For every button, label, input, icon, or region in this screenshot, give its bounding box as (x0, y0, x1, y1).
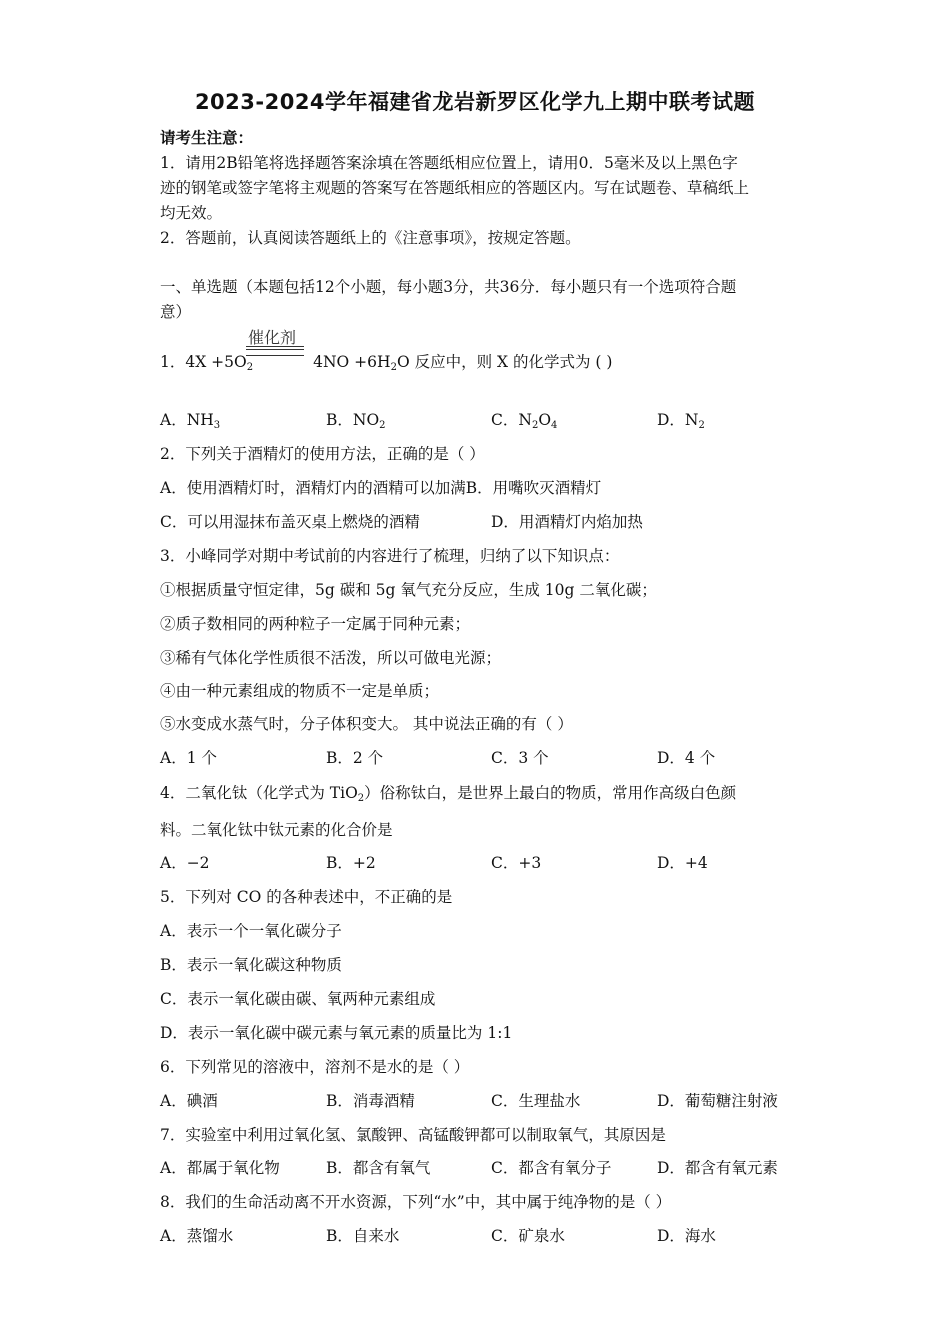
q8-option-d: D．海水 (657, 1227, 716, 1245)
q2-option-d: D．用酒精灯内焰加热 (491, 513, 643, 531)
q5-option-b: B．表示一氧化碳这种物质 (160, 956, 342, 974)
q6-option-d: D．葡萄糖注射液 (657, 1092, 778, 1110)
q8-option-b: B．自来水 (326, 1227, 400, 1245)
question-6-stem: 6．下列常见的溶液中，溶剂不是水的是（ ） (160, 1058, 470, 1076)
q5-option-c: C．表示一氧化碳由碳、氧两种元素组成 (160, 990, 436, 1008)
q3-statement-2: ②质子数相同的两种粒子一定属于同种元素； (160, 615, 471, 633)
q3-option-d: D．4 个 (657, 749, 716, 767)
q3-statement-5: ⑤水变成水蒸气时，分子体积变大。 其中说法正确的有（ ） (160, 715, 573, 733)
q1-option-c: C．$N_2O_4$ (491, 411, 558, 431)
q4-option-c: C．+3 (491, 854, 542, 872)
q3-option-c: C．3 个 (491, 749, 549, 767)
q6-option-a: A．碘酒 (160, 1092, 218, 1110)
notice-line-4: 2．答题前，认真阅读答题纸上的《注意事项》，按规定答题。 (160, 229, 581, 247)
q3-option-b: B．2 个 (326, 749, 384, 767)
question-1-stem: 1．$4X +5O_2$ $4NO +6H_2O$ 反应中，则 X 的化学式为 ( ) (160, 353, 613, 373)
notice-line-3: 均无效。 (160, 204, 223, 222)
question-4-stem-2: 料。二氧化钛中钛元素的化合价是 (160, 821, 393, 839)
notice-heading: 请考生注意： (160, 128, 254, 147)
notice-line-1: 1．请用2B铅笔将选择题答案涂填在答题纸相应位置上，请用0．5毫米及以上黑色字 (160, 154, 738, 172)
question-8-stem: 8．我们的生命活动离不开水资源，下列“水”中，其中属于纯净物的是（ ） (160, 1193, 672, 1211)
q7-option-c: C．都含有氧分子 (491, 1159, 612, 1177)
q1-option-b: B．$NO_2$ (326, 411, 386, 431)
q7-option-b: B．都含有氧气 (326, 1159, 431, 1177)
q3-statement-4: ④由一种元素组成的物质不一定是单质； (160, 682, 440, 700)
question-4-stem: 4．二氧化钛（化学式为 TiO$_2$）俗称钛白，是世界上最白的物质，常用作高级白色颜 (160, 784, 737, 804)
q3-statement-3: ③稀有气体化学性质很不活泼，所以可做电光源； (160, 649, 502, 667)
q2-option-c: C．可以用湿抹布盖灭桌上燃烧的酒精 (160, 513, 420, 531)
page-title: 2023-2024学年福建省龙岩新罗区化学九上期中联考试题 (194, 90, 756, 114)
reaction-arrow (246, 346, 304, 347)
q4-option-b: B．+2 (326, 854, 376, 872)
question-3-stem: 3．小峰同学对期中考试前的内容进行了梳理，归纳了以下知识点： (160, 547, 620, 565)
section-heading-line-2: 意） (160, 303, 192, 321)
q8-option-a: A．蒸馏水 (160, 1227, 234, 1245)
q8-option-c: C．矿泉水 (491, 1227, 565, 1245)
q6-option-b: B．消毒酒精 (326, 1092, 415, 1110)
q3-statement-1: ①根据质量守恒定律，5g 碳和 5g 氧气充分反应，生成 10g 二氧化碳； (160, 581, 657, 599)
section-heading-line-1: 一、单选题（本题包括12个小题，每小题3分，共36分．每小题只有一个选项符合题 (160, 278, 737, 296)
question-7-stem: 7．实验室中利用过氧化氢、氯酸钾、高锰酸钾都可以制取氧气，其原因是 (160, 1126, 666, 1144)
catalyst-label: 催化剂 (248, 328, 297, 347)
q7-option-a: A．都属于氧化物 (160, 1159, 280, 1177)
q3-option-a: A．1 个 (160, 749, 217, 767)
question-2-stem: 2．下列关于酒精灯的使用方法，正确的是（ ） (160, 445, 485, 463)
q4-option-a: A．−2 (160, 854, 210, 872)
q6-option-c: C．生理盐水 (491, 1092, 581, 1110)
q1-option-d: D．$N_2$ (657, 411, 705, 431)
q1-option-a: A．$NH_3$ (160, 411, 221, 431)
q5-option-d: D．表示一氧化碳中碳元素与氧元素的质量比为 1:1 (160, 1024, 513, 1042)
question-5-stem: 5．下列对 CO 的各种表述中，不正确的是 (160, 888, 453, 906)
q4-option-d: D．+4 (657, 854, 708, 872)
notice-line-2: 迹的钢笔或签字笔将主观题的答案写在答题纸相应的答题区内。写在试题卷、草稿纸上 (160, 179, 750, 197)
q7-option-d: D．都含有氧元素 (657, 1159, 778, 1177)
q2-options-ab: A．使用酒精灯时，酒精灯内的酒精可以加满B．用嘴吹灭酒精灯 (160, 479, 602, 497)
q5-option-a: A．表示一个一氧化碳分子 (160, 922, 342, 940)
